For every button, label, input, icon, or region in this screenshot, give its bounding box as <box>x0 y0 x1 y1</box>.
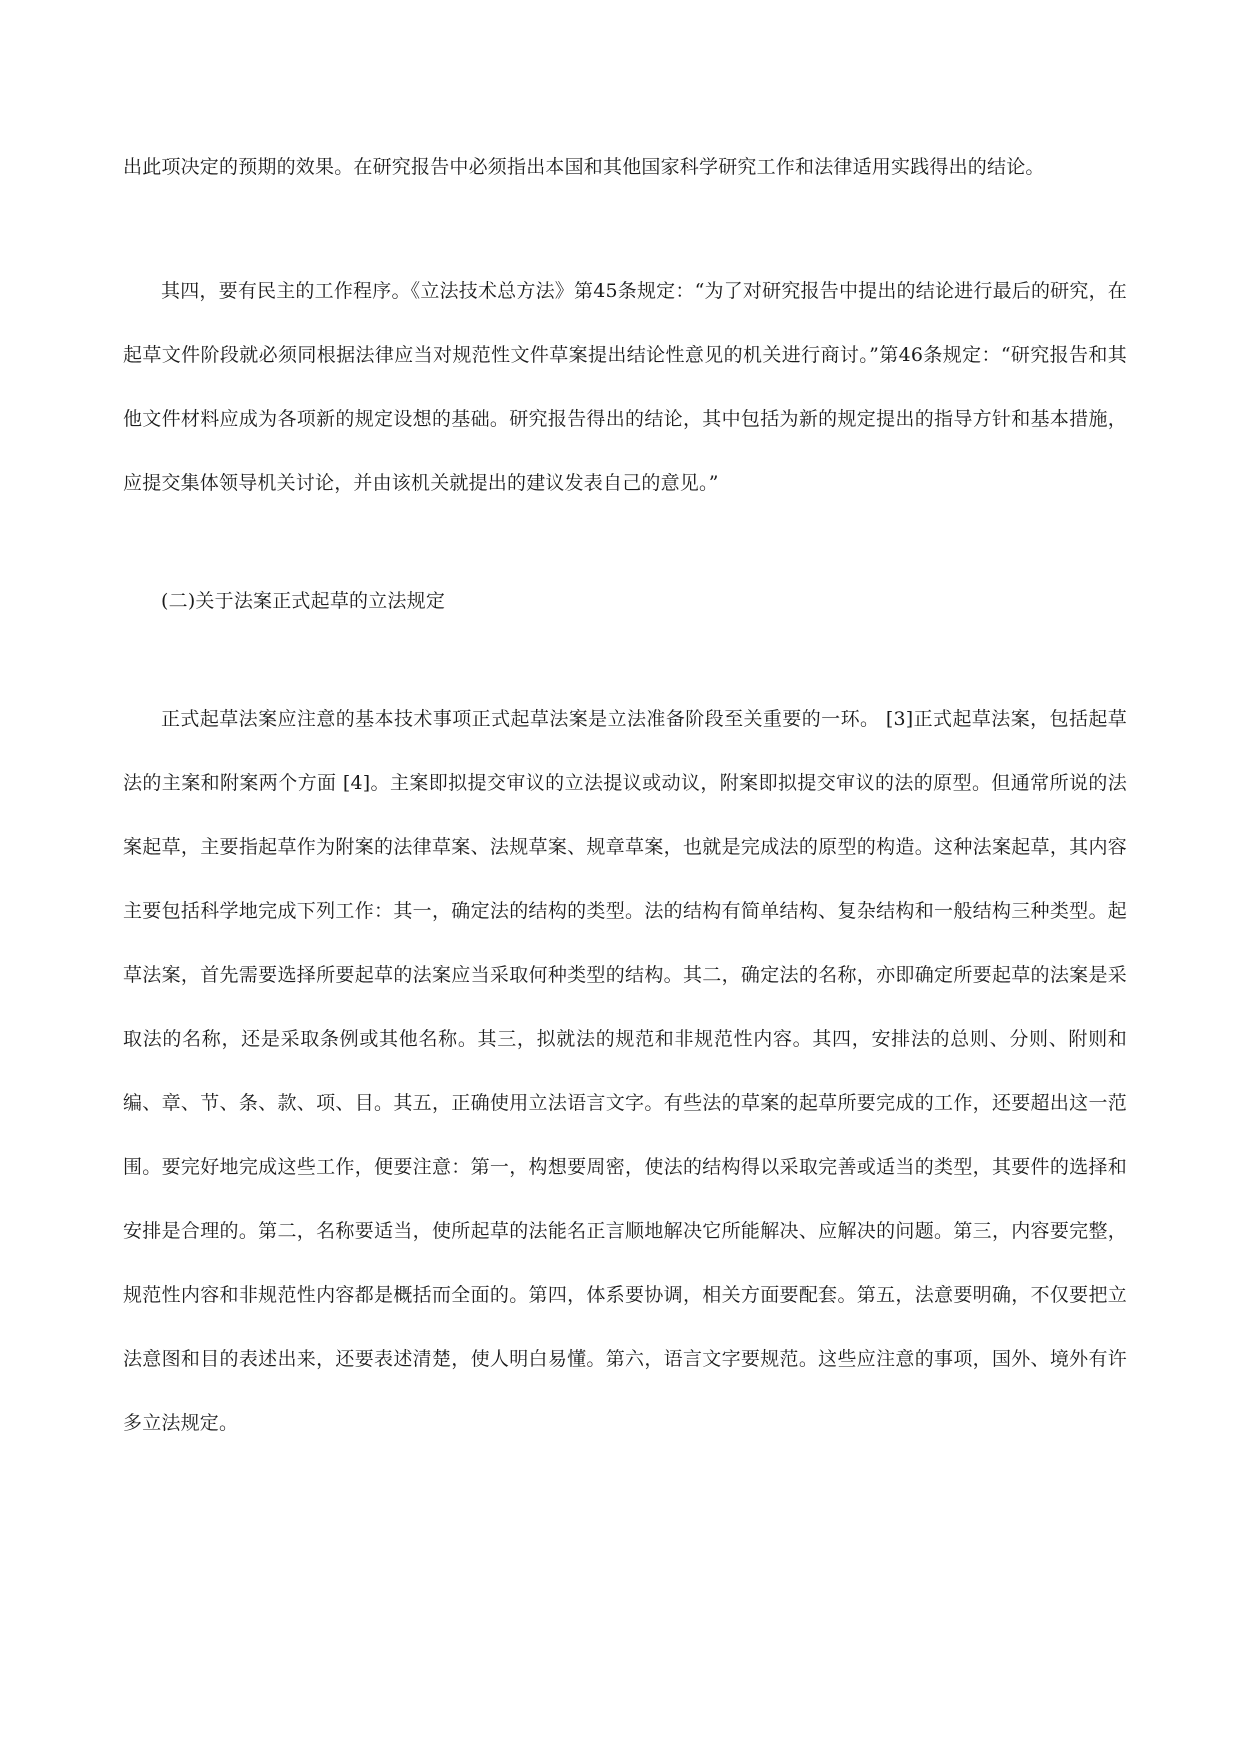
paragraph-continuation: 出此项决定的预期的效果。在研究报告中必须指出本国和其他国家科学研究工作和法律适用实践得出的结论。 <box>123 156 1045 178</box>
paragraph-formal-drafting: 正式起草法案应注意的基本技术事项正式起草法案是立法准备阶段至关重要的一环。 [3]正式起草法案，包括起草法的主案和附案两个方面 [4]。主案即拟提交审议的立法提议或动议，附案即拟提交审议的法的原型。但通常所说的法案起草，主要指起草作为附案的法律草案、法规草案、规章草案，也就是完成法的原型的构造。这种法案起草，其内容主要包括科学地完成下列工作：其一，确定法的结构的类型。法的结构有简单结构、复杂结构和一般结构三种类型。起草法案，首先需要选择所要起草的法案应当采取何种类型的结构。其二，确定法的名称，亦即确定所要起草的法案是采取法的名称，还是采取条例或其他名称。其三，拟就法的规范和非规范性内容。其四，安排法的总则、分则、附则和编、章、节、条、款、项、目。其五，正确使用立法语言文字。有些法的草案的起草所要完成的工作，还要超出这一范围。要完好地完成这些工作，便要注意：第一，构想要周密，使法的结构得以采取完善或适当的类型，其要件的选择和安排是合理的。第二，名称要适当，使所起草的法能名正言顺地解决它所能解决、应解决的问题。第三，内容要完整，规范性内容和非规范性内容都是概括而全面的。第四，体系要协调，相关方面要配套。第五，法意要明确，不仅要把立法意图和目的表述出来，还要表述清楚，使人明白易懂。第六，语言文字要规范。这些应注意的事项，国外、境外有许多立法规定。 <box>123 708 1127 1434</box>
paragraph-democratic-procedure: 其四，要有民主的工作程序。《立法技术总方法》第45条规定：“为了对研究报告中提出的结论进行最后的研究，在起草文件阶段就必须同根据法律应当对规范性文件草案提出结论性意见的机关进行商讨。”第46条规定：“研究报告和其他文件材料应成为各项新的规定设想的基础。研究报告得出的结论，其中包括为新的规定提出的指导方针和基本措施，应提交集体领导机关讨论，并由该机关就提出的建议发表自己的意见。” <box>123 280 1127 494</box>
section-heading: (二)关于法案正式起草的立法规定 <box>161 590 446 612</box>
document-body <box>123 135 1127 1455</box>
